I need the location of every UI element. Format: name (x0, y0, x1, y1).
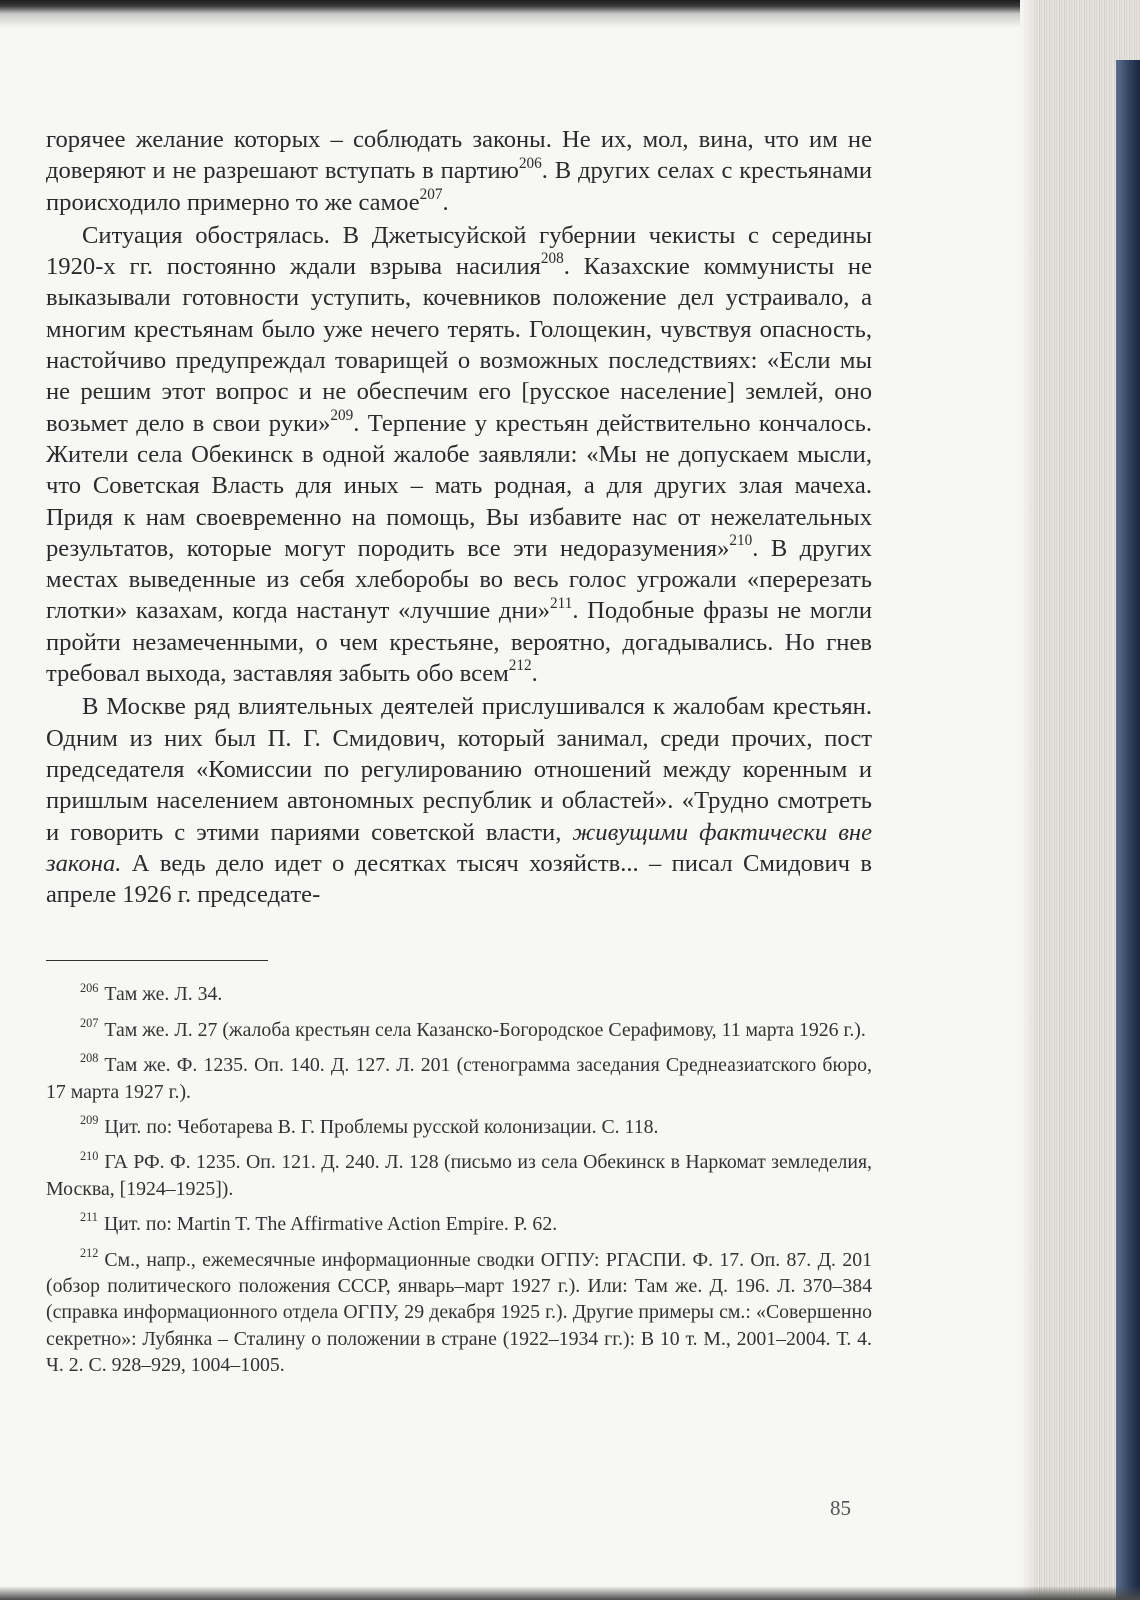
footnote (46, 1211, 872, 1237)
emphasized-text: живущими фактически вне закона. (46, 818, 873, 877)
footnote-text: См., напр., ежемесячные информационные сводки ОГПУ: РГАСПИ. Ф. 17. Оп. 87. Д. 201 (обзор политического положения СССР, январь–март 1927 г.). Или: Там же. Д. 196. Л. 370–384 (справка информационного отдела ОГПУ, 29 декабря 1925 г.). Другие примеры см.: «Совершенно секретно»: Лубянка – Сталину о положении в стране (1922–1934 гг.): В 10 т. М., 2001–2004. Т. 4. Ч. 2. С. 928–929, 1004–1005. (46, 1248, 872, 1377)
footnote-text: Там же. Ф. 1235. Оп. 140. Д. 127. Л. 201 (стенограмма заседания Среднеазиатского бюро, 17 марта 1927 г.). (46, 1054, 872, 1103)
footnote-number: 209 (80, 1113, 99, 1128)
scan-top-shadow (0, 0, 1140, 28)
text-block (46, 124, 872, 1388)
footnote-text: Цит. по: Чеботарева В. Г. Проблемы русской колонизации. С. 118. (104, 1116, 659, 1139)
footnote (46, 1114, 872, 1140)
book-cover-edge (1116, 60, 1140, 1600)
footnote-number: 206 (80, 980, 99, 995)
footnote-number: 208 (80, 1051, 99, 1066)
footnote (46, 1149, 872, 1202)
body-text (46, 124, 872, 910)
footnote-number: 207 (80, 1016, 99, 1031)
footnote-ref[interactable]: 208 (540, 250, 564, 268)
footnote (46, 1017, 872, 1043)
text-run: горячее желание которых – соблюдать законы. Не их, мол, вина, что им не доверяют и не разрешают вступать в партию (46, 126, 872, 185)
footnote-ref[interactable]: 207 (419, 185, 443, 203)
footnote-ref[interactable]: 211 (550, 594, 573, 612)
scan-bottom-shadow (0, 1586, 1140, 1600)
footnote-separator (46, 960, 268, 961)
text-run: . В других селах с крестьянами происходило примерно то же самое (46, 157, 872, 216)
footnote-ref[interactable]: 210 (729, 532, 753, 550)
footnote (46, 981, 872, 1007)
footnote-text: Там же. Л. 34. (104, 983, 223, 1006)
footnote-number: 211 (80, 1210, 98, 1225)
paragraph-1 (46, 124, 872, 218)
footnote-text: Цит. по: Martin T. The Affirmative Action Empire. P. 62. (103, 1213, 558, 1236)
text-run: . Терпение у крестьян действительно кончалось. Жители села Обекинск в одной жалобе заявляли: «Мы не допускаем мысли, что Советская Власть для иных – мать родная, а для других злая мачеха. Придя к нам своевременно на помощь, Вы избавите нас от нежелательных результатов, которые могут породить все эти недоразумения» (46, 409, 872, 562)
footnote-number: 212 (80, 1245, 99, 1260)
footnotes (46, 981, 872, 1378)
footnote (46, 1247, 872, 1379)
footnote-ref[interactable]: 206 (518, 154, 542, 172)
page-number: 85 (830, 1496, 851, 1520)
footnote-ref[interactable]: 212 (508, 657, 532, 675)
paragraph-3 (46, 691, 872, 910)
text-run: А ведь дело идет о десятках тысяч хозяйств... – писал Смидович в апреле 1926 г. председате- (46, 849, 872, 909)
text-run: . (442, 188, 449, 216)
footnote-number: 210 (80, 1148, 99, 1163)
text-run: Ситуация обострялась. В Джетысуйской губернии чекисты с середины 1920-х гг. постоянно ждали взрыва насилия (46, 221, 872, 281)
footnote-ref[interactable]: 209 (330, 406, 354, 424)
footnote (46, 1052, 872, 1105)
footnote-text: ГА РФ. Ф. 1235. Оп. 121. Д. 240. Л. 128 (письмо из села Обекинск в Наркомат земледелия, Москва, [1924–1925]). (46, 1151, 872, 1200)
text-run: . Подобные фразы не могли пройти незамеченными, о чем крестьяне, вероятно, догадывались. Но гнев требовал выхода, заставляя забыть обо всем (46, 597, 872, 688)
text-run: . В других местах выведенные из себя хлеборобы во весь голос угрожали «перерезать глотки» казахам, когда настанут «лучшие дни» (46, 534, 872, 625)
text-run: В Москве ряд влиятельных деятелей прислушивался к жалобам крестьян. Одним из них был П. Г. Смидович, который занимал, среди прочих, пост председателя «Комиссии по регулированию отношений между коренным и пришлым населением автономных республик и областей». «Трудно смотреть и говорить с этими париями советской власти, (46, 693, 872, 846)
text-run: . Казахские коммунисты не выказывали готовности уступить, кочевников положение дел устраивало, а многим крестьянам было уже нечего терять. Голощекин, чувствуя опасность, настойчиво предупреждал товарищей о возможных последствиях: «Если мы не решим этот вопрос и не обеспечим его [русское население] землей, оно возьмет дело в свои руки» (46, 253, 872, 437)
footnote-text: Там же. Л. 27 (жалоба крестьян села Казанско-Богородское Серафимову, 11 марта 1926 г.). (104, 1018, 866, 1041)
text-run: . (531, 660, 538, 688)
paragraph-2 (46, 220, 872, 689)
